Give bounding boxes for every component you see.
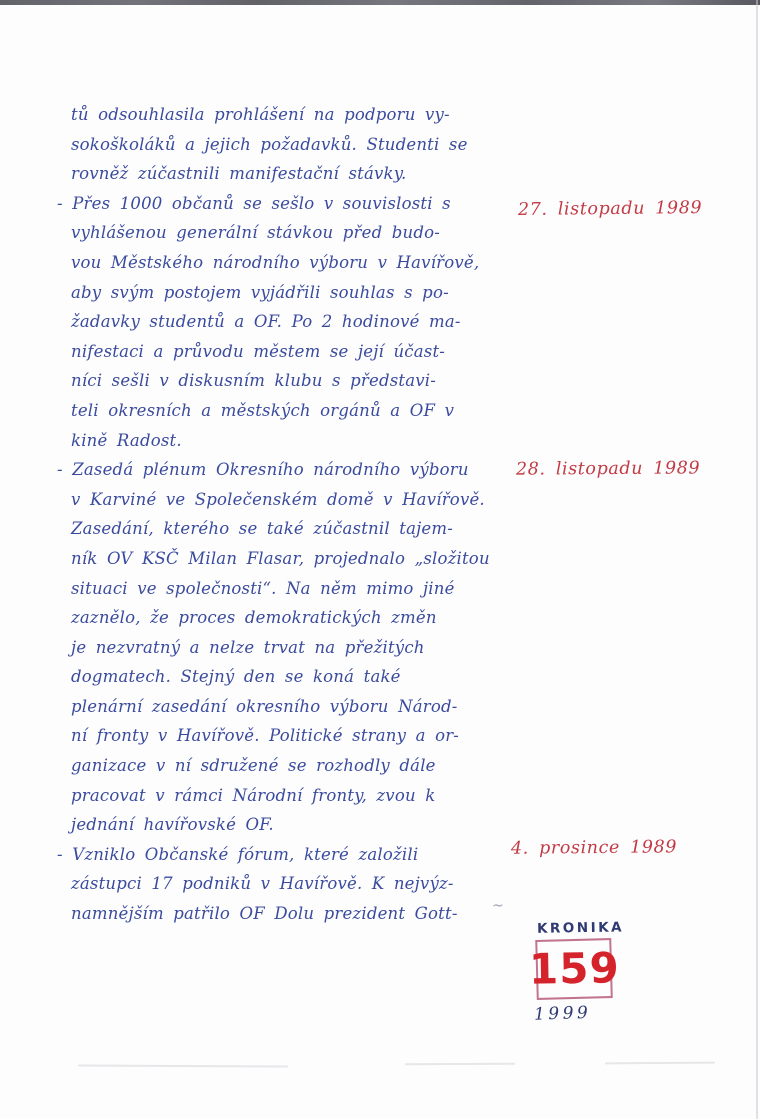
handwritten-body bbox=[57, 100, 535, 929]
handwritten-line: Zasedání, kterého se také zúčastnil tajem- bbox=[71, 519, 454, 539]
handwritten-line: sokoškoláků a jejich požadavků. Studenti se bbox=[71, 134, 468, 154]
handwritten-line: ganizace v ní sdružené se rozhodly dále bbox=[71, 756, 436, 776]
handwritten-line: zaznělo, že proces demokratických změn bbox=[71, 608, 437, 628]
stamp-year: 1999 bbox=[533, 1002, 592, 1025]
handwritten-line: namnějším patřilo OF Dolu prezident Gott- bbox=[71, 904, 458, 924]
handwritten-line: zástupci 17 podniků v Havířově. K nejvýz- bbox=[71, 874, 454, 894]
handwritten-line: situaci ve společnosti“. Na něm mimo jiné bbox=[71, 578, 455, 598]
handwritten-line: v Karviné ve Společenském domě v Havířově. bbox=[71, 489, 485, 509]
margin-date-28-listopadu-1989: 28. listopadu 1989 bbox=[515, 458, 701, 480]
chronicle-stamp bbox=[528, 920, 638, 1023]
handwritten-line: vyhlášenou generální stávkou před budo- bbox=[71, 223, 441, 243]
handwritten-line: - Vzniklo Občanské fórum, které založili bbox=[57, 844, 419, 864]
handwritten-line: - Zasedá plénum Okresního národního výboru bbox=[57, 460, 469, 480]
scan-artifact-squiggle: ~ bbox=[492, 898, 504, 914]
handwritten-line: rovněž zúčastnili manifestační stávky. bbox=[71, 164, 407, 184]
margin-date-27-listopadu-1989: 27. listopadu 1989 bbox=[517, 198, 703, 220]
handwritten-line: je nezvratný a nelze trvat na přežitých bbox=[71, 637, 425, 657]
handwritten-line: vou Městského národního výboru v Havířově, bbox=[71, 252, 480, 272]
handwritten-line: aby svým postojem vyjádřili souhlas s po- bbox=[71, 282, 449, 302]
handwritten-line: níci sešli v diskusním klubu s představi- bbox=[71, 371, 437, 391]
handwritten-line: - Přes 1000 občanů se sešlo v souvislosti s bbox=[57, 193, 451, 213]
margin-date-4-prosince-1989: 4. prosince 1989 bbox=[510, 837, 678, 859]
handwritten-line: pracovat v rámci Národní fronty, zvou k bbox=[71, 785, 436, 805]
handwritten-line: jednání havířovské OF. bbox=[71, 815, 274, 835]
stamp-page-number-box bbox=[528, 938, 620, 1000]
stamp-page-number: 159 bbox=[528, 943, 620, 994]
handwritten-line: nifestaci a průvodu městem se její účast- bbox=[71, 341, 446, 361]
handwritten-line: žadavky studentů a OF. Po 2 hodinové ma- bbox=[71, 312, 461, 332]
scan-artifact-top-edge bbox=[0, 0, 760, 5]
handwritten-line: ní fronty v Havířově. Politické strany a or- bbox=[71, 726, 460, 746]
scan-artifact-right-edge bbox=[756, 0, 758, 1119]
scan-artifact-line bbox=[605, 1062, 715, 1065]
handwritten-line: ník OV KSČ Milan Flasar, projednalo „složitou bbox=[71, 548, 490, 568]
scan-artifact-line bbox=[78, 1064, 288, 1067]
handwritten-line: tů odsouhlasila prohlášení na podporu vy- bbox=[71, 105, 450, 124]
scan-artifact-line bbox=[405, 1063, 515, 1066]
stamp-kronika-label: KRONIKA bbox=[536, 919, 625, 937]
handwritten-line: dogmatech. Stejný den se koná také bbox=[71, 667, 401, 687]
handwritten-line: teli okresních a městských orgánů a OF v bbox=[71, 400, 455, 420]
handwritten-line: kině Radost. bbox=[71, 430, 182, 450]
handwritten-line: plenární zasedání okresního výboru Národ- bbox=[71, 696, 458, 716]
